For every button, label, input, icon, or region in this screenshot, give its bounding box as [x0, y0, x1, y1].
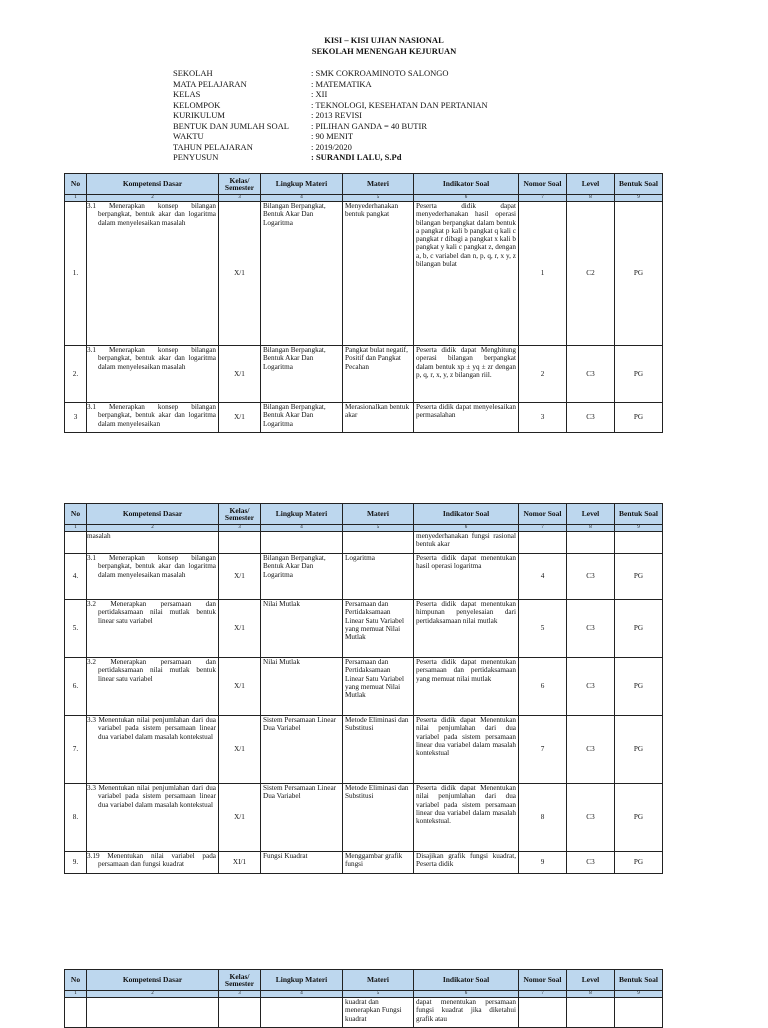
level: C3 — [567, 784, 615, 852]
kelas-semester: X/1 — [219, 554, 261, 600]
indikator-soal: dapat menentukan persamaan fungsi kuadrat jika diketahui grafik atau — [414, 998, 519, 1028]
table-row — [65, 346, 663, 403]
meta-row — [173, 100, 488, 111]
column-header: Nomor Soal — [519, 174, 567, 195]
column-number: 1 — [65, 991, 87, 998]
meta-key: KELOMPOK — [173, 99, 221, 110]
kelas-semester: XI/1 — [219, 852, 261, 874]
column-number: 8 — [567, 525, 615, 532]
table-row — [65, 998, 663, 1028]
column-number: 1 — [65, 195, 87, 202]
column-header: Indikator Soal — [414, 504, 519, 525]
meta-block — [173, 68, 488, 163]
bentuk-soal: PG — [615, 600, 663, 658]
bentuk-soal — [615, 532, 663, 554]
materi: Logaritma — [343, 554, 414, 600]
column-header: Kelas/ Semester — [219, 970, 261, 991]
nomor-soal: 7 — [519, 716, 567, 784]
row-no — [65, 532, 87, 554]
materi: Persamaan dan Pertidaksamaan Linear Satu Variabel yang memuat Nilai Mutlak — [343, 658, 414, 716]
lingkup-materi: Sistem Persamaan Linear Dua Variabel — [261, 784, 343, 852]
table-row — [65, 532, 663, 554]
materi: kuadrat dan menerapkan Fungsi kuadrat — [343, 998, 414, 1028]
kelas-semester: X/1 — [219, 784, 261, 852]
meta-row — [173, 89, 488, 100]
column-header: No — [65, 504, 87, 525]
column-number: 6 — [414, 195, 519, 202]
column-header: No — [65, 174, 87, 195]
lingkup-materi: Fungsi Kuadrat — [261, 852, 343, 874]
materi: Metode Eliminasi dan Substitusi — [343, 716, 414, 784]
column-number: 2 — [87, 525, 219, 532]
level: C3 — [567, 600, 615, 658]
lingkup-materi — [261, 532, 343, 554]
column-header: Nomor Soal — [519, 970, 567, 991]
bentuk-soal: PG — [615, 852, 663, 874]
bentuk-soal: PG — [615, 784, 663, 852]
row-no: 6. — [65, 658, 87, 716]
kompetensi-dasar: 3.19 Menentukan nilai variabel pada persamaan dan fungsi kuadrat — [87, 852, 219, 874]
meta-value: : SMK COKROAMINOTO SALONGO — [311, 68, 449, 78]
bentuk-soal: PG — [615, 403, 663, 433]
row-no: 9. — [65, 852, 87, 874]
indikator-soal: Peserta didik dapat menyelesaikan permasalahan — [414, 403, 519, 433]
kompetensi-dasar: 3.1 Menerapkan konsep bilangan berpangkat, bentuk akar dan logaritma dalam menyelesaikan masalah — [87, 202, 219, 346]
kompetensi-dasar — [87, 998, 219, 1028]
column-number: 9 — [615, 525, 663, 532]
row-no: 2. — [65, 346, 87, 403]
meta-row — [173, 79, 488, 90]
column-header: Bentuk Soal — [615, 174, 663, 195]
meta-key: MATA PELAJARAN — [173, 78, 247, 89]
level: C2 — [567, 202, 615, 346]
column-header: Kompetensi Dasar — [87, 174, 219, 195]
indikator-soal: Peserta didik dapat menentukan hasil operasi logaritma — [414, 554, 519, 600]
header-row — [65, 174, 663, 195]
kisi-table-page-3 — [64, 969, 663, 1028]
bentuk-soal: PG — [615, 658, 663, 716]
level — [567, 532, 615, 554]
meta-value: : 2013 REVISI — [311, 110, 362, 120]
bentuk-soal — [615, 998, 663, 1028]
column-number: 7 — [519, 525, 567, 532]
column-header: Kompetensi Dasar — [87, 504, 219, 525]
column-number: 1 — [65, 525, 87, 532]
document-subtitle: SEKOLAH MENENGAH KEJURUAN — [311, 46, 457, 56]
column-header: No — [65, 970, 87, 991]
kompetensi-dasar: 3.3 Menentukan nilai penjumlahan dari dua variabel pada sistem persamaan linear dua variabel dalam masalah kontekstual — [87, 716, 219, 784]
kompetensi-dasar: 3.1 Menerapkan konsep bilangan berpangkat, bentuk akar dan logaritma dalam menyelesaikan masalah — [87, 554, 219, 600]
kelas-semester: X/1 — [219, 600, 261, 658]
lingkup-materi: Sistem Persamaan Linear Dua Variabel — [261, 716, 343, 784]
column-number: 5 — [343, 991, 414, 998]
column-number: 7 — [519, 991, 567, 998]
column-number: 6 — [414, 525, 519, 532]
header-row — [65, 504, 663, 525]
column-number: 9 — [615, 195, 663, 202]
column-number: 4 — [261, 525, 343, 532]
table-row — [65, 716, 663, 784]
kelas-semester: X/1 — [219, 658, 261, 716]
column-number: 7 — [519, 195, 567, 202]
column-header: Lingkup Materi — [261, 504, 343, 525]
table-row — [65, 600, 663, 658]
column-number: 9 — [615, 991, 663, 998]
indikator-soal: Peserta didik dapat Menghitung operasi bilangan berpangkat dalam bentuk xp ± yq ± zr dengan p, q, r, x, y, z bilangan riil. — [414, 346, 519, 403]
row-no — [65, 998, 87, 1028]
column-header: Kelas/ Semester — [219, 174, 261, 195]
nomor-soal — [519, 998, 567, 1028]
indikator-soal: Peserta didik dapat Menentukan nilai penjumlahan dari dua variabel pada sistem persamaan linear dua variabel dalam masalah kontekstual — [414, 716, 519, 784]
table-row — [65, 784, 663, 852]
header-row — [65, 970, 663, 991]
level: C3 — [567, 658, 615, 716]
column-number: 3 — [219, 195, 261, 202]
column-number: 8 — [567, 195, 615, 202]
kelas-semester — [219, 532, 261, 554]
nomor-soal: 6 — [519, 658, 567, 716]
table-row — [65, 658, 663, 716]
meta-value: : 2019/2020 — [311, 141, 352, 152]
meta-row — [173, 68, 488, 79]
column-number: 2 — [87, 195, 219, 202]
nomor-soal: 4 — [519, 554, 567, 600]
column-number: 3 — [219, 525, 261, 532]
column-header: Materi — [343, 504, 414, 525]
nomor-soal: 2 — [519, 346, 567, 403]
column-number: 8 — [567, 991, 615, 998]
meta-key: TAHUN PELAJARAN — [173, 141, 253, 152]
indikator-soal: Peserta didik dapat menentukan persamaan dan pertidaksamaan yang memuat nilai mutlak — [414, 658, 519, 716]
bentuk-soal: PG — [615, 202, 663, 346]
nomor-soal: 5 — [519, 600, 567, 658]
materi: Persamaan dan Pertidaksamaan Linear Satu Variabel yang memuat Nilai Mutlak — [343, 600, 414, 658]
column-number: 5 — [343, 525, 414, 532]
meta-row — [173, 110, 488, 121]
meta-key: PENYUSUN — [173, 152, 219, 162]
column-header: Kompetensi Dasar — [87, 970, 219, 991]
meta-row — [173, 152, 488, 163]
column-number: 3 — [219, 991, 261, 998]
nomor-soal: 8 — [519, 784, 567, 852]
nomor-soal: 9 — [519, 852, 567, 874]
level: C3 — [567, 346, 615, 403]
column-header: Bentuk Soal — [615, 504, 663, 525]
meta-value: : PILIHAN GANDA = 40 BUTIR — [311, 120, 427, 131]
lingkup-materi — [261, 998, 343, 1028]
row-no: 5. — [65, 600, 87, 658]
nomor-soal: 3 — [519, 403, 567, 433]
row-no: 8. — [65, 784, 87, 852]
column-header: Level — [567, 504, 615, 525]
level: C3 — [567, 852, 615, 874]
kisi-table-page-2 — [64, 503, 663, 874]
meta-key: KURIKULUM — [173, 110, 225, 120]
row-no: 7. — [65, 716, 87, 784]
column-header: Kelas/ Semester — [219, 504, 261, 525]
column-header: Bentuk Soal — [615, 970, 663, 991]
table-row — [65, 554, 663, 600]
lingkup-materi: Bilangan Berpangkat, Bentuk Akar Dan Logaritma — [261, 346, 343, 403]
kompetensi-dasar: 3.2 Menerapkan persamaan dan pertidaksamaan nilai mutlak bentuk linear satu variabel — [87, 658, 219, 716]
row-no: 1. — [65, 202, 87, 346]
meta-value: : 90 MENIT — [311, 131, 354, 141]
meta-value: : MATEMATIKA — [311, 78, 372, 89]
row-no: 3 — [65, 403, 87, 433]
meta-row — [173, 131, 488, 142]
materi: Menggambar grafik fungsi — [343, 852, 414, 874]
kompetensi-dasar: 3.1 Menerapkan konsep bilangan berpangkat, bentuk akar dan logaritma dalam menyelesaikan — [87, 403, 219, 433]
kelas-semester: X/1 — [219, 403, 261, 433]
meta-key: WAKTU — [173, 131, 204, 141]
kompetensi-dasar: 3.2 Menerapkan persamaan dan pertidaksamaan nilai mutlak bentuk linear satu variabel — [87, 600, 219, 658]
column-number: 4 — [261, 195, 343, 202]
row-no: 4. — [65, 554, 87, 600]
indikator-soal: Disajikan grafik fungsi kuadrat, Peserta didik — [414, 852, 519, 874]
column-header: Indikator Soal — [414, 174, 519, 195]
indikator-soal: Peserta didik dapat menentukan himpunan penyelesaian dari pertidaksamaan nilai mutlak — [414, 600, 519, 658]
column-number: 6 — [414, 991, 519, 998]
indikator-soal: Peserta didik dapat menyederhanakan hasil operasi bilangan berpangkat dalam bentuk a pangkat p kali b pangkat q kali c pangkat r dibagi a pangkat x kali b pangkat y kali c pangkat z, dengan a, b, c variabel dan n, p, q, r, x y, z bilangan bulat — [414, 202, 519, 346]
kelas-semester: X/1 — [219, 346, 261, 403]
column-number: 5 — [343, 195, 414, 202]
bentuk-soal: PG — [615, 346, 663, 403]
kompetensi-dasar: 3.1 Menerapkan konsep bilangan berpangkat, bentuk akar dan logaritma dalam menyelesaikan masalah — [87, 346, 219, 403]
column-number-row — [65, 195, 663, 202]
column-number: 4 — [261, 991, 343, 998]
column-header: Indikator Soal — [414, 970, 519, 991]
lingkup-materi: Bilangan Berpangkat, Bentuk Akar Dan Logaritma — [261, 403, 343, 433]
materi — [343, 532, 414, 554]
meta-key: BENTUK DAN JUMLAH SOAL — [173, 120, 289, 131]
column-header: Level — [567, 970, 615, 991]
column-number-row — [65, 525, 663, 532]
lingkup-materi: Bilangan Berpangkat, Bentuk Akar Dan Logaritma — [261, 554, 343, 600]
kelas-semester: X/1 — [219, 716, 261, 784]
kisi-table-page-1 — [64, 173, 663, 433]
meta-row — [173, 121, 488, 132]
column-number-row — [65, 991, 663, 998]
indikator-soal: menyederhanakan fungsi rasional bentuk akar — [414, 532, 519, 554]
column-header: Lingkup Materi — [261, 970, 343, 991]
nomor-soal — [519, 532, 567, 554]
table-row — [65, 852, 663, 874]
column-header: Materi — [343, 174, 414, 195]
table-row — [65, 403, 663, 433]
column-header: Level — [567, 174, 615, 195]
meta-value: : XII — [311, 89, 328, 99]
document-title: KISI – KISI UJIAN NASIONAL — [324, 35, 444, 45]
nomor-soal: 1 — [519, 202, 567, 346]
kelas-semester — [219, 998, 261, 1028]
meta-row — [173, 142, 488, 153]
meta-value: : SURANDI LALU, S.Pd — [311, 152, 402, 162]
level: C3 — [567, 716, 615, 784]
bentuk-soal: PG — [615, 716, 663, 784]
materi: Pangkat bulat negatif, Positif dan Pangkat Pecahan — [343, 346, 414, 403]
column-header: Lingkup Materi — [261, 174, 343, 195]
column-number: 2 — [87, 991, 219, 998]
meta-value: : TEKNOLOGI, KESEHATAN DAN PERTANIAN — [311, 99, 488, 110]
meta-key: SEKOLAH — [173, 68, 213, 78]
level — [567, 998, 615, 1028]
meta-key: KELAS — [173, 89, 201, 99]
materi: Merasionalkan bentuk akar — [343, 403, 414, 433]
lingkup-materi: Nilai Mutlak — [261, 600, 343, 658]
level: C3 — [567, 554, 615, 600]
kompetensi-dasar: masalah — [87, 532, 219, 554]
materi: Menyederhanakan bentuk pangkat — [343, 202, 414, 346]
bentuk-soal: PG — [615, 554, 663, 600]
table-row — [65, 202, 663, 346]
lingkup-materi: Bilangan Berpangkat, Bentuk Akar Dan Logaritma — [261, 202, 343, 346]
column-header: Nomor Soal — [519, 504, 567, 525]
materi: Metode Eliminasi dan Substitusi — [343, 784, 414, 852]
lingkup-materi: Nilai Mutlak — [261, 658, 343, 716]
column-header: Materi — [343, 970, 414, 991]
indikator-soal: Peserta didik dapat Menentukan nilai penjumlahan dari dua variabel pada sistem persamaan linear dua variabel dalam masalah kontekstual. — [414, 784, 519, 852]
kelas-semester: X/1 — [219, 202, 261, 346]
kompetensi-dasar: 3.3 Menentukan nilai penjumlahan dari dua variabel pada sistem persamaan linear dua variabel dalam masalah kontekstual — [87, 784, 219, 852]
level: C3 — [567, 403, 615, 433]
